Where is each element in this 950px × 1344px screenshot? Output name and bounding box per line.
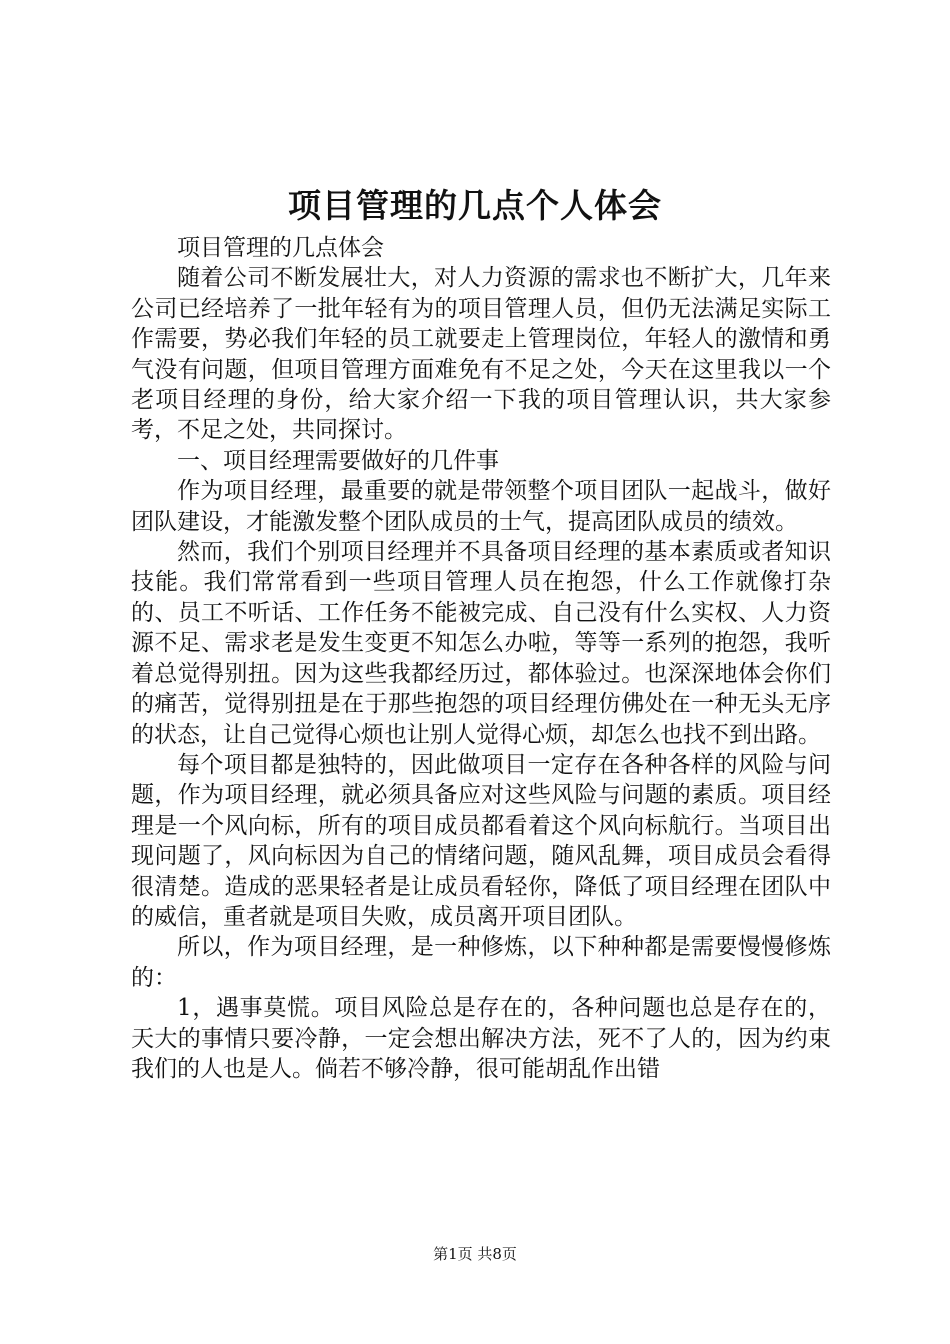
document-title: 项目管理的几点个人体会 [288,186,662,225]
paragraph: 然而，我们个别项目经理并不具备项目经理的基本素质或者知识技能。我们常常看到一些项目管理人员在抱怨，什么工作就像打杂的、员工不听话、工作任务不能被完成、自己没有什么实权、人力资源不足、需求老是发生变更不知怎么办啦，等等一系列的抱怨，我听着总觉得别扭。因为这些我都经历过，都体验过。也深深地体会你们的痛苦，觉得别扭是在于那些抱怨的项目经理仿佛处在一种无头无序的状态，让自己觉得心烦也让别人觉得心烦，却怎么也找不到出路。 [131,539,831,748]
paragraph: 所以，作为项目经理，是一种修炼，以下种种都是需要慢慢修炼的： [131,934,831,991]
document-body [131,233,831,1084]
section-heading: 一、项目经理需要做好的几件事 [177,447,499,474]
paragraph-subtitle: 项目管理的几点体会 [177,235,384,261]
paragraph: 每个项目都是独特的，因此做项目一定存在各种各样的风险与问题，作为项目经理，就必须具备应对这些风险与问题的素质。项目经理是一个风向标，所有的项目成员都看着这个风向标航行。当项目出现问题了，风向标因为自己的情绪问题，随风乱舞，项目成员会看得很清楚。造成的恶果轻者是让成员看轻你，降低了项目经理在团队中的威信，重者就是项目失败，成员离开项目团队。 [131,751,831,930]
paragraph-intro: 随着公司不断发展壮大，对人力资源的需求也不断扩大，几年来公司已经培养了一批年轻有为的项目管理人员，但仍无法满足实际工作需要，势必我们年轻的员工就要走上管理岗位，年轻人的激情和勇气没有问题，但项目管理方面难免有不足之处，今天在这里我以一个老项目经理的身份，给大家介绍一下我的项目管理认识，共大家参考，不足之处，共同探讨。 [131,265,831,444]
paragraph-list-item: 1，遇事莫慌。项目风险总是存在的，各种问题也总是存在的，天大的事情只要冷静，一定会想出解决方法，死不了人的，因为约束我们的人也是人。倘若不够冷静，很可能胡乱作出错 [131,995,831,1082]
page-number-footer: 第1页 共8页 [433,1245,517,1263]
paragraph: 作为项目经理，最重要的就是带领整个项目团队一起战斗，做好团队建设，才能激发整个团队成员的士气，提高团队成员的绩效。 [131,478,831,535]
